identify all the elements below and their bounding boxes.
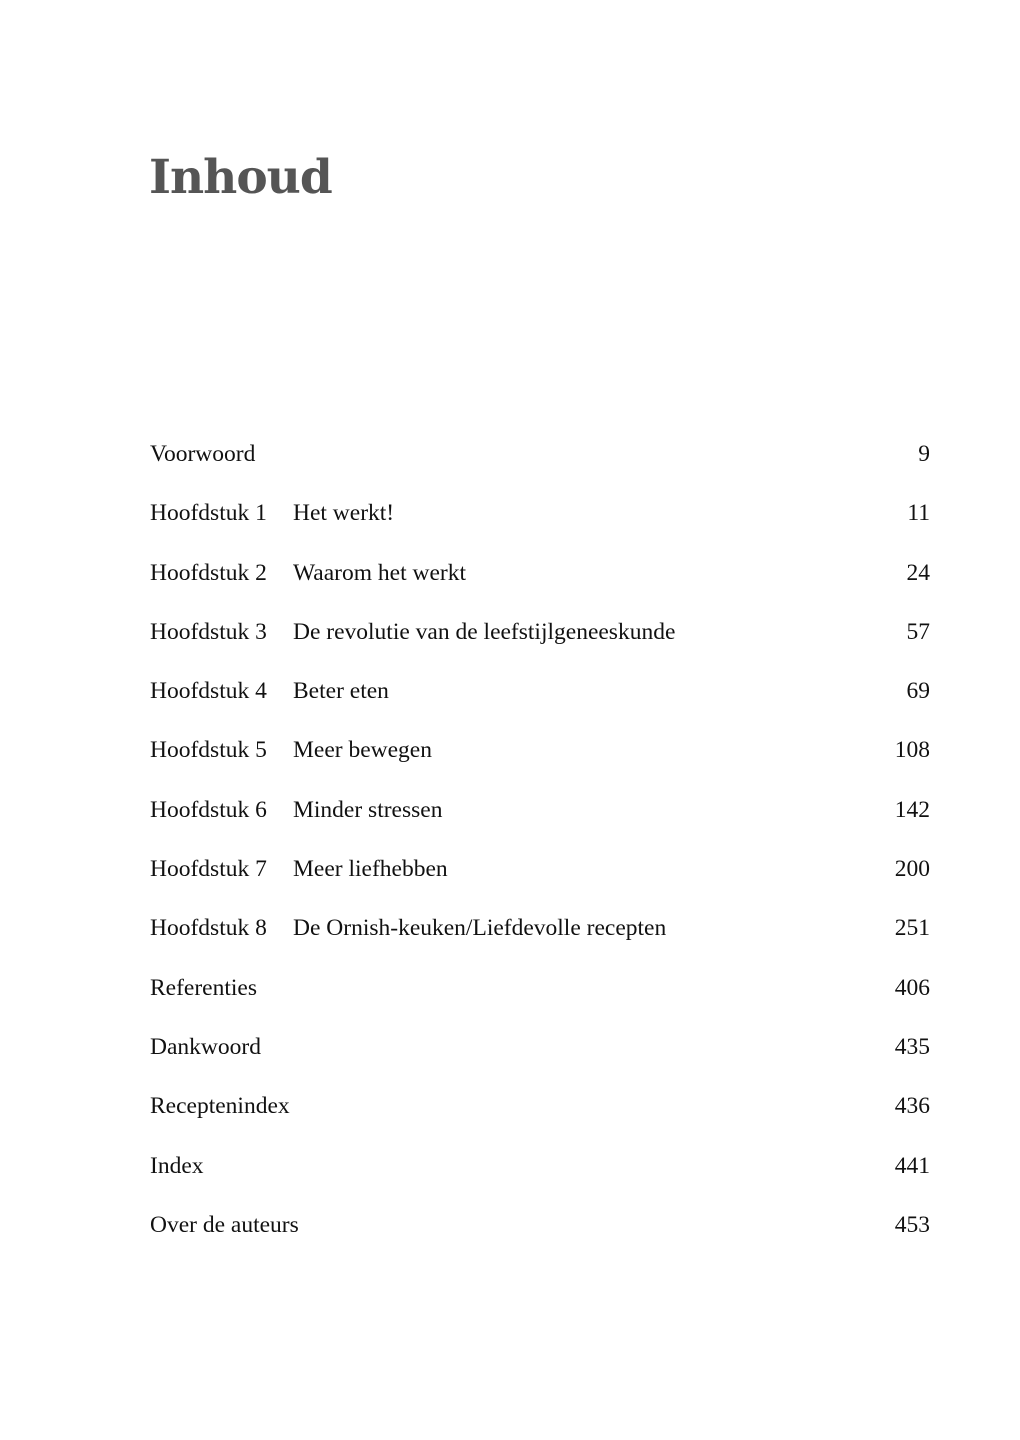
page-number: 108 [894,737,930,764]
page-number: 435 [894,1033,930,1060]
page-number: 69 [906,678,930,705]
page-number: 251 [894,915,930,942]
chapter-label: Hoofdstuk 5 [150,737,267,764]
chapter-label: Hoofdstuk 2 [150,559,267,586]
page-number: 200 [894,856,930,883]
toc-entry-dankwoord[interactable] [150,1029,930,1088]
page-number: 9 [918,441,930,467]
chapter-label: Hoofdstuk 4 [150,678,267,705]
entry-title: Meer liefhebben [293,856,448,883]
page-number: 453 [894,1211,930,1238]
toc-entry-chapter-4[interactable] [150,673,930,732]
toc-entry-chapter-6[interactable] [150,792,930,851]
chapter-label: Hoofdstuk 6 [150,796,267,823]
page-title: Inhoud [149,150,332,205]
toc-entry-chapter-2[interactable] [150,555,930,614]
entry-title: Waarom het werkt [293,559,466,586]
entry-title: Beter eten [293,678,389,705]
toc-entry-chapter-3[interactable] [150,614,930,673]
page-number: 441 [894,1152,930,1179]
toc-entry-chapter-7[interactable] [150,851,930,910]
entry-title: Index [150,1152,204,1179]
entry-title: De revolutie van de leefstijlgeneeskunde [293,618,676,645]
page-number: 24 [906,559,930,586]
page-number: 406 [894,974,930,1001]
chapter-label: Hoofdstuk 3 [150,618,267,645]
entry-title: Voorwoord [150,441,256,467]
toc-entry-chapter-5[interactable] [150,732,930,791]
toc-entry-over-de-auteurs[interactable] [150,1207,930,1266]
page-number: 436 [894,1093,930,1120]
entry-title: Referenties [150,974,258,1001]
toc-entry-receptenindex[interactable] [150,1088,930,1147]
page-number: 57 [906,618,930,645]
chapter-label: Hoofdstuk 8 [150,915,267,942]
chapter-label: Hoofdstuk 1 [150,500,267,527]
entry-title: Over de auteurs [150,1211,299,1238]
chapter-label: Hoofdstuk 7 [150,856,267,883]
entry-title: Minder stressen [293,796,443,823]
toc-entry-chapter-1[interactable] [150,495,930,554]
entry-title: Het werkt! [293,500,395,527]
toc-entry-referenties[interactable] [150,970,930,1029]
page-number: 142 [894,796,930,823]
page-number: 11 [907,500,930,527]
toc-entry-chapter-8[interactable] [150,910,930,969]
entry-title: Dankwoord [150,1033,261,1060]
toc-entry-index[interactable] [150,1148,930,1207]
entry-title: De Ornish-keuken/Liefdevolle recepten [293,915,667,942]
entry-title: Meer bewegen [293,737,432,764]
toc-entry-voorwoord[interactable] [150,436,930,495]
table-of-contents [150,436,930,1266]
entry-title: Receptenindex [150,1093,290,1120]
